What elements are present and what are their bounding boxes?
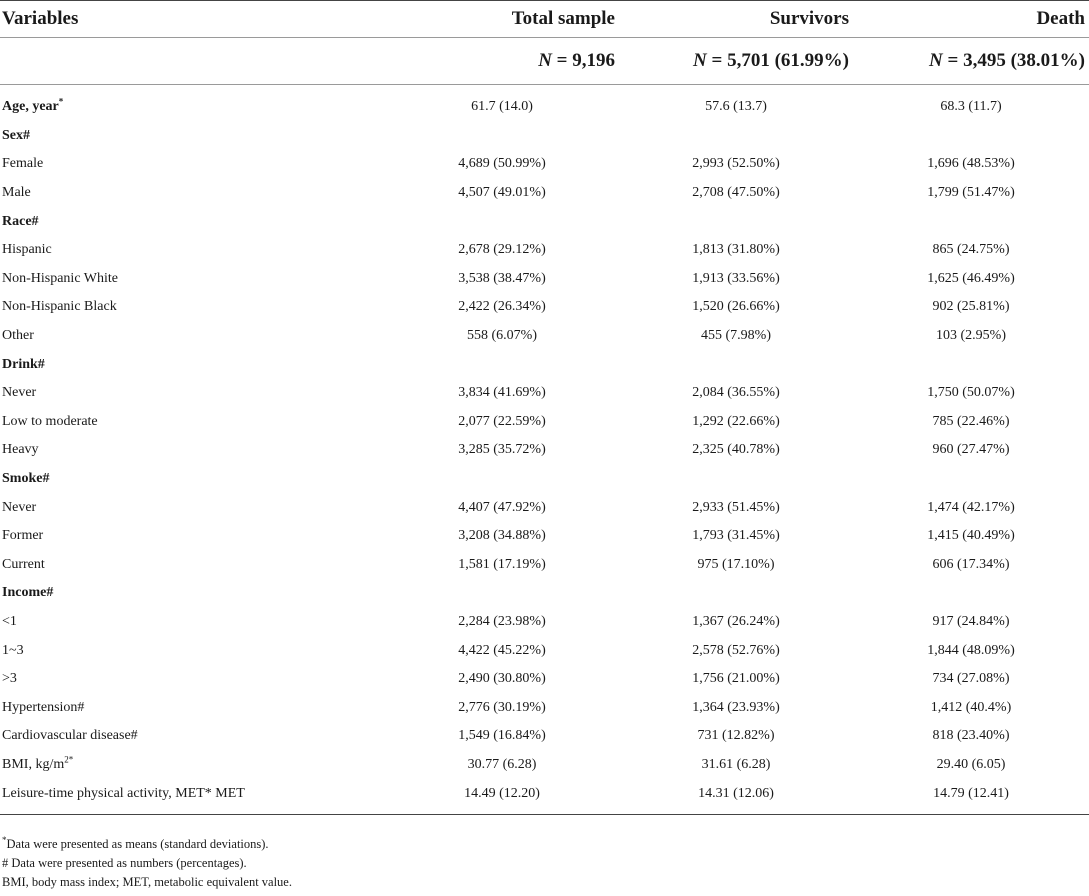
table-body xyxy=(0,85,1089,815)
col-header-total: Total sample xyxy=(385,1,619,38)
footnote-means xyxy=(2,835,292,854)
cell-total: 2,422 (26.34%) xyxy=(458,299,546,315)
row-label-text: Non-Hispanic White xyxy=(2,270,118,286)
row-label-text: Age, year xyxy=(2,99,59,115)
cell-death: 1,844 (48.09%) xyxy=(927,642,1015,658)
cell-survivors xyxy=(619,465,853,494)
footnote-means-marker: * xyxy=(2,834,7,845)
cell-death xyxy=(853,207,1089,236)
table-row xyxy=(0,350,1089,379)
row-label-text: Race# xyxy=(2,213,39,229)
row-label-text: Female xyxy=(2,156,44,172)
row-label-text: 1~3 xyxy=(2,642,24,658)
row-label-text: Heavy xyxy=(2,442,39,458)
row-label-text: >3 xyxy=(2,671,17,687)
row-label xyxy=(0,265,385,294)
n-symbol: N xyxy=(929,50,943,71)
row-label-text: Hypertension# xyxy=(2,699,85,715)
cell-survivors: 2,084 (36.55%) xyxy=(692,385,780,401)
cell-total: 2,284 (23.98%) xyxy=(458,613,546,629)
row-label-text: Current xyxy=(2,556,45,572)
row-label xyxy=(0,722,385,751)
cell-total: 4,507 (49.01%) xyxy=(458,185,546,201)
cell-survivors: 2,578 (52.76%) xyxy=(692,642,780,658)
cell-death: 14.79 (12.41) xyxy=(853,779,1089,814)
row-label-text: Hispanic xyxy=(2,242,52,258)
row-label xyxy=(0,636,385,665)
cell-death: 734 (27.08%) xyxy=(932,671,1010,687)
table-row xyxy=(0,436,1089,465)
row-label-text: Drink# xyxy=(2,356,45,372)
cell-total xyxy=(385,207,619,236)
row-label xyxy=(0,522,385,551)
table-row xyxy=(0,322,1089,351)
cell-death: 1,750 (50.07%) xyxy=(927,385,1015,401)
row-label-text: <1 xyxy=(2,613,17,629)
n-survivors: N = 5,701 (61.99%) xyxy=(619,38,853,85)
cell-survivors xyxy=(619,122,853,151)
row-label xyxy=(0,693,385,722)
cell-total xyxy=(385,350,619,379)
n-symbol: N xyxy=(693,50,707,71)
row-label-text: Never xyxy=(2,499,37,515)
cell-death xyxy=(853,579,1089,608)
table-row xyxy=(0,293,1089,322)
n-symbol: N xyxy=(538,50,552,71)
table-row xyxy=(0,522,1089,551)
col-header-survivors: Survivors xyxy=(619,1,853,38)
cell-survivors: 2,933 (51.45%) xyxy=(692,499,780,515)
row-label xyxy=(0,379,385,408)
row-label xyxy=(0,751,385,780)
cell-total: 3,285 (35.72%) xyxy=(458,442,546,458)
cell-death: 1,696 (48.53%) xyxy=(927,156,1015,172)
table-row xyxy=(0,751,1089,780)
footnote-means-text: Data were presented as means (standard deviations). xyxy=(6,837,269,851)
row-label xyxy=(0,236,385,265)
table-row xyxy=(0,779,1089,814)
cell-survivors xyxy=(619,350,853,379)
table-row xyxy=(0,493,1089,522)
table-row xyxy=(0,408,1089,437)
row-label xyxy=(0,465,385,494)
cell-survivors xyxy=(619,207,853,236)
cell-total: 3,208 (34.88%) xyxy=(458,528,546,544)
cell-survivors: 731 (12.82%) xyxy=(697,728,775,744)
cell-survivors: 455 (7.98%) xyxy=(701,328,771,344)
col-header-death: Death xyxy=(853,1,1089,38)
row-label xyxy=(0,207,385,236)
cell-survivors: 1,520 (26.66%) xyxy=(692,299,780,315)
cell-survivors: 2,993 (52.50%) xyxy=(692,156,780,172)
row-label xyxy=(0,493,385,522)
row-label-text: Smoke# xyxy=(2,471,50,487)
row-label xyxy=(0,779,385,814)
row-label-superscript: 2* xyxy=(64,754,74,765)
cell-death: 818 (23.40%) xyxy=(932,728,1010,744)
cell-death: 865 (24.75%) xyxy=(932,242,1010,258)
cell-survivors: 1,292 (22.66%) xyxy=(692,413,780,429)
cell-death: 1,415 (40.49%) xyxy=(927,528,1015,544)
row-label-text: Cardiovascular disease# xyxy=(2,728,138,744)
cell-total: 61.7 (14.0) xyxy=(471,99,533,115)
cell-survivors: 2,708 (47.50%) xyxy=(692,185,780,201)
cell-total: 2,490 (30.80%) xyxy=(458,671,546,687)
row-label xyxy=(0,408,385,437)
cell-death: 1,474 (42.17%) xyxy=(927,499,1015,515)
cell-total: 3,538 (38.47%) xyxy=(458,270,546,286)
row-label xyxy=(0,608,385,637)
cell-total: 4,689 (50.99%) xyxy=(458,156,546,172)
cell-death: 68.3 (11.7) xyxy=(940,99,1002,115)
cell-total: 2,678 (29.12%) xyxy=(458,242,546,258)
cell-death xyxy=(853,465,1089,494)
cell-total xyxy=(385,465,619,494)
table-row xyxy=(0,122,1089,151)
row-label xyxy=(0,122,385,151)
cell-total: 2,776 (30.19%) xyxy=(458,699,546,715)
cell-total: 558 (6.07%) xyxy=(467,328,537,344)
row-label-text: BMI, kg/m xyxy=(2,756,65,772)
table-row xyxy=(0,551,1089,580)
table-row xyxy=(0,722,1089,751)
table-row xyxy=(0,636,1089,665)
row-label-text: Sex# xyxy=(2,127,30,143)
cell-survivors: 14.31 (12.06) xyxy=(619,779,853,814)
sample-size-blank xyxy=(0,38,385,85)
sample-size-row xyxy=(0,38,1089,85)
row-label xyxy=(0,436,385,465)
table-row xyxy=(0,579,1089,608)
cell-survivors xyxy=(619,579,853,608)
table-footnotes xyxy=(2,835,292,892)
row-label-text: Male xyxy=(2,185,31,201)
row-label xyxy=(0,350,385,379)
table-row xyxy=(0,207,1089,236)
table-row xyxy=(0,465,1089,494)
header-row xyxy=(0,1,1089,38)
cell-survivors: 1,793 (31.45%) xyxy=(692,528,780,544)
table-row xyxy=(0,85,1089,122)
cell-survivors: 1,913 (33.56%) xyxy=(692,270,780,286)
cell-death: 1,625 (46.49%) xyxy=(927,270,1015,286)
col-header-variables: Variables xyxy=(0,1,385,38)
table-row xyxy=(0,379,1089,408)
footnote-percentages: # Data were presented as numbers (percentages). xyxy=(2,856,247,870)
cell-death: 103 (2.95%) xyxy=(936,328,1006,344)
cell-death: 1,799 (51.47%) xyxy=(927,185,1015,201)
row-label-text: Non-Hispanic Black xyxy=(2,299,117,315)
table-row xyxy=(0,236,1089,265)
cell-death: 785 (22.46%) xyxy=(932,413,1010,429)
row-label-text: Leisure-time physical activity, MET* MET xyxy=(2,785,245,801)
row-label xyxy=(0,551,385,580)
cell-total: 14.49 (12.20) xyxy=(385,779,619,814)
cell-total: 2,077 (22.59%) xyxy=(458,413,546,429)
table-row xyxy=(0,265,1089,294)
footnote-abbreviations: BMI, body mass index; MET, metabolic equivalent value. xyxy=(2,875,292,889)
cell-survivors: 975 (17.10%) xyxy=(697,556,775,572)
row-label-text: Low to moderate xyxy=(2,413,98,429)
cell-death xyxy=(853,122,1089,151)
cell-total xyxy=(385,579,619,608)
row-label-text: Former xyxy=(2,528,44,544)
table-row xyxy=(0,693,1089,722)
row-label xyxy=(0,322,385,351)
cell-survivors: 31.61 (6.28) xyxy=(701,756,771,772)
cell-total: 3,834 (41.69%) xyxy=(458,385,546,401)
cell-total: 4,407 (47.92%) xyxy=(458,499,546,515)
table-row xyxy=(0,179,1089,208)
cell-survivors: 1,756 (21.00%) xyxy=(692,671,780,687)
table-row xyxy=(0,608,1089,637)
row-label-text: Other xyxy=(2,328,34,344)
cell-total: 4,422 (45.22%) xyxy=(458,642,546,658)
row-label xyxy=(0,85,385,122)
row-label xyxy=(0,293,385,322)
cell-survivors: 2,325 (40.78%) xyxy=(692,442,780,458)
table-row xyxy=(0,150,1089,179)
row-label xyxy=(0,179,385,208)
cell-total: 1,581 (17.19%) xyxy=(458,556,546,572)
cell-death: 917 (24.84%) xyxy=(932,613,1010,629)
cell-total xyxy=(385,122,619,151)
n-total: N = 9,196 xyxy=(385,38,619,85)
row-label-text: Never xyxy=(2,385,37,401)
cell-total: 1,549 (16.84%) xyxy=(458,728,546,744)
table-row xyxy=(0,665,1089,694)
cell-survivors: 1,367 (26.24%) xyxy=(692,613,780,629)
row-label-text: Income# xyxy=(2,585,54,601)
cell-death: 1,412 (40.4%) xyxy=(930,699,1012,715)
cell-death: 902 (25.81%) xyxy=(932,299,1010,315)
cell-death: 960 (27.47%) xyxy=(932,442,1010,458)
cell-death xyxy=(853,350,1089,379)
cell-survivors: 1,813 (31.80%) xyxy=(692,242,780,258)
row-label-superscript: * xyxy=(58,96,64,107)
n-death: N = 3,495 (38.01%) xyxy=(853,38,1089,85)
row-label xyxy=(0,665,385,694)
cell-survivors: 57.6 (13.7) xyxy=(705,99,767,115)
row-label xyxy=(0,579,385,608)
cell-death: 606 (17.34%) xyxy=(932,556,1010,572)
cell-survivors: 1,364 (23.93%) xyxy=(692,699,780,715)
row-label xyxy=(0,150,385,179)
cell-death: 29.40 (6.05) xyxy=(936,756,1006,772)
cell-total: 30.77 (6.28) xyxy=(467,756,537,772)
